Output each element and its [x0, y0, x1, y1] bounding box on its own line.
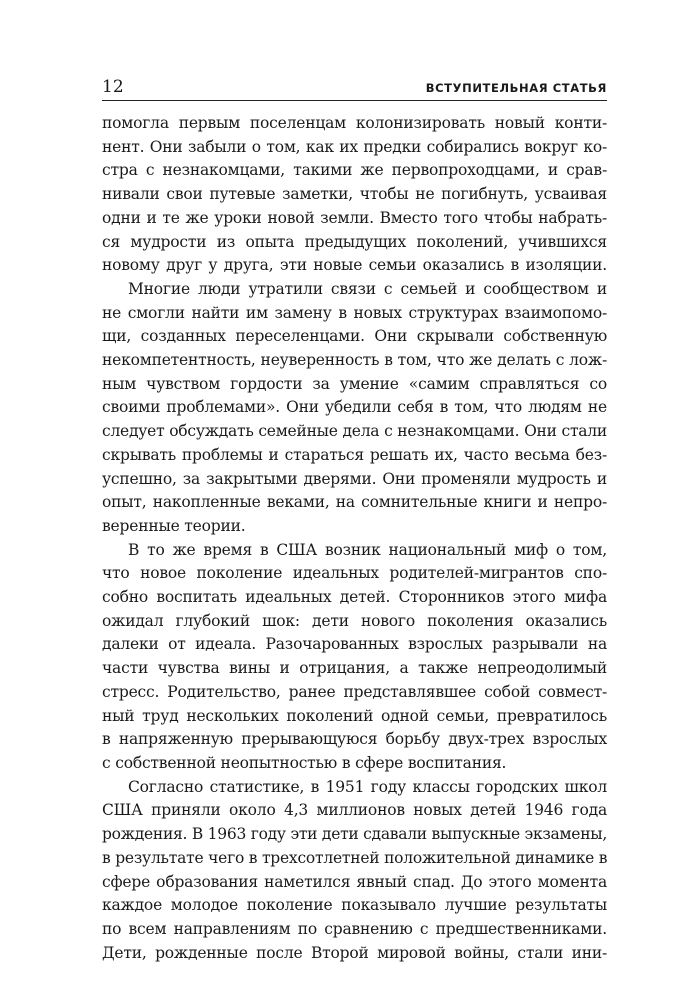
text-line: части чувства вины и отрицания, а также непреодолимый	[102, 659, 607, 678]
text-line: стра с незнакомцами, такими же первопроходцами, и срав-	[102, 161, 607, 180]
text-line: некомпетентность, неуверенность в том, что же делать с лож-	[102, 351, 607, 370]
text-line: ожидал глубокий шок: дети нового поколения оказались	[102, 611, 607, 630]
text-line: собно воспитать идеальных детей. Сторонников этого мифа	[102, 588, 607, 607]
text-line: Многие люди утратили связи с семьей и сообществом и	[128, 279, 607, 298]
text-line: В то же время в США возник национальный миф о том,	[128, 540, 607, 559]
text-line: опыт, накопленные веками, на сомнительные книги и непро-	[102, 493, 607, 512]
text-line: скрывать проблемы и стараться решать их, часто весьма без-	[102, 445, 607, 464]
text-line: стресс. Родительство, ранее представлявшее собой совмест-	[102, 682, 607, 701]
text-line: веренные теории.	[102, 516, 246, 535]
paragraph	[102, 776, 607, 966]
body-text	[102, 112, 607, 965]
text-line: следует обсуждать семейные дела с незнакомцами. Они стали	[102, 422, 607, 441]
text-line: Дети, рожденные после Второй мировой войны, стали ини-	[102, 943, 607, 962]
text-line: далеки от идеала. Разочарованных взрослых разрывали на	[102, 635, 607, 654]
paragraph	[102, 112, 607, 278]
text-line: успешно, за закрытыми дверями. Они променяли мудрость и	[102, 469, 607, 488]
text-line: новому друг у друга, эти новые семьи оказались в изоляции.	[102, 256, 607, 275]
text-line: ся мудрости из опыта предыдущих поколений, учившихся	[102, 232, 607, 251]
text-line: сфере образования наметился явный спад. До этого момента	[102, 872, 607, 891]
page-number: 12	[102, 77, 124, 97]
text-line: в результате чего в трехсотлетней положительной динамике в	[102, 848, 608, 867]
text-line: США приняли около 4,3 миллионов новых детей 1946 года	[102, 801, 607, 820]
text-line: нивали свои путевые заметки, чтобы не погибнуть, усваивая	[102, 185, 607, 204]
text-line: с собственной неопытностью в сфере воспитания.	[102, 753, 507, 772]
text-line: одни и те же уроки новой земли. Вместо того чтобы набрать-	[102, 208, 607, 227]
text-line: не смогли найти им замену в новых структурах взаимопомо-	[102, 303, 607, 322]
text-line: ным чувством гордости за умение «самим справляться со	[102, 374, 607, 393]
text-line: что новое поколение идеальных родителей-мигрантов спо-	[102, 564, 607, 583]
paragraph	[102, 278, 607, 539]
text-line: ный труд нескольких поколений одной семьи, превратилось	[102, 706, 607, 725]
running-title: ВСТУПИТЕЛЬНАЯ СТАТЬЯ	[425, 81, 607, 95]
text-line: помогла первым поселенцам колонизировать новый конти-	[102, 114, 607, 132]
text-line: в напряженную прерывающуюся борьбу двух-трех взрослых	[102, 730, 607, 749]
text-line: по всем направлениям по сравнению с предшественниками.	[102, 919, 607, 938]
text-line: щи, созданных переселенцами. Они скрывали собственную	[102, 327, 607, 346]
text-line: нент. Они забыли о том, как их предки собирались вокруг ко-	[102, 137, 607, 156]
page-header	[102, 76, 607, 101]
text-line: своими проблемами». Они убедили себя в том, что людям не	[102, 398, 607, 417]
text-line: рождения. В 1963 году эти дети сдавали выпускные экзамены,	[102, 825, 607, 844]
paragraph	[102, 539, 607, 776]
text-line: Согласно статистике, в 1951 году классы городских школ	[128, 777, 607, 796]
text-line: каждое молодое поколение показывало лучшие результаты	[102, 896, 607, 915]
